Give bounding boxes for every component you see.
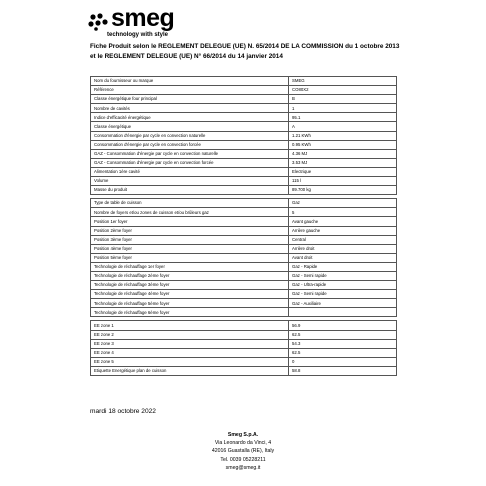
table-row <box>91 299 397 308</box>
spec-value: Gaz <box>289 199 397 208</box>
spec-label: Consommation d'énergie par cycle en convection forcée <box>91 140 289 149</box>
spec-label: Position 4ème foyer <box>91 244 289 253</box>
spec-value: 95.1 <box>289 113 397 122</box>
table-row <box>91 357 397 366</box>
spec-value: 1.21 KWh <box>289 131 397 140</box>
table-row <box>91 77 397 86</box>
spec-value: Gaz - Semi rapide <box>289 271 397 280</box>
table-row <box>91 149 397 158</box>
footer-email: smeg@smeg.it <box>225 464 261 471</box>
table-row <box>91 140 397 149</box>
spec-value: Avant droit <box>289 253 397 262</box>
spec-label: Position 2ème foyer <box>91 226 289 235</box>
spec-value: Arrière gauche <box>289 226 397 235</box>
spec-label: Technologie de réchauffage 1er foyer <box>91 262 289 271</box>
spec-label: EE zone 4 <box>91 348 289 357</box>
spec-label: Technologie de réchauffage 4ème foyer <box>91 290 289 299</box>
table-row <box>91 235 397 244</box>
spec-value: Avant gauche <box>289 217 397 226</box>
spec-value: 0 <box>289 357 397 366</box>
spec-value: 3.53 MJ <box>289 158 397 167</box>
table-row <box>91 217 397 226</box>
table-row <box>91 253 397 262</box>
spec-value: 62.5 <box>289 330 397 339</box>
table-row <box>91 122 397 131</box>
table-row <box>91 366 397 375</box>
table-row <box>91 208 397 217</box>
table-row <box>91 158 397 167</box>
table-row <box>91 262 397 271</box>
table-row <box>91 308 397 317</box>
table-row <box>91 95 397 104</box>
spec-label: Technologie de réchauffage 3ème foyer <box>91 281 289 290</box>
logo-dots-icon <box>88 13 110 31</box>
brand-tagline: technology with style <box>107 32 169 38</box>
table-row <box>91 226 397 235</box>
footer-phone: Tel. 0039 05228211 <box>220 456 266 463</box>
smeg-logo <box>88 4 208 40</box>
spec-label: Nombre de foyers et/ou zones de cuisson et/ou brûleurs gaz <box>91 208 289 217</box>
table-row <box>91 290 397 299</box>
spec-label: Consommation d'énergie par cycle en convection naturelle <box>91 131 289 140</box>
table-row <box>91 244 397 253</box>
table-row <box>91 186 397 195</box>
spec-value: B <box>289 95 397 104</box>
document-date: mardi 18 octobre 2022 <box>90 408 156 415</box>
spec-value: Gaz - Auxiliaire <box>289 299 397 308</box>
brand-name: smeg <box>111 4 175 32</box>
table-row <box>91 348 397 357</box>
spec-label: Type de table de cuisson <box>91 199 289 208</box>
spec-value: Arrière droit <box>289 244 397 253</box>
spec-label: EE zone 5 <box>91 357 289 366</box>
spec-value: 0.95 KWh <box>289 140 397 149</box>
spec-label: Masse du produit <box>91 186 289 195</box>
spec-value: 58.8 <box>289 366 397 375</box>
title-line-2: et le REGLEMENT DELEGUE (UE) N° 66/2014 du 14 janvier 2014 <box>90 53 283 60</box>
table-row <box>91 321 397 330</box>
spec-label: Indice d'efficacité énergétique <box>91 113 289 122</box>
table-row <box>91 271 397 280</box>
table-row <box>91 281 397 290</box>
spec-label: EE zone 1 <box>91 321 289 330</box>
title-line-1: Fiche Produit selon le REGLEMENT DELEGUE (UE) N. 65/2014 DE LA COMMISSION du 1 octobre 2013 <box>90 43 400 50</box>
spec-value: A <box>289 122 397 131</box>
spec-label: Technologie de réchauffage 5ème foyer <box>91 299 289 308</box>
spec-value: SMEG <box>289 77 397 86</box>
spec-value: Gaz - Ultra-rapide <box>289 281 397 290</box>
spec-label: Classe énergétique <box>91 122 289 131</box>
spec-value: 115 l <box>289 177 397 186</box>
spec-value: 1 <box>289 104 397 113</box>
spec-label: GAZ - Consommation d'énergie par cycle en convection forcée <box>91 158 289 167</box>
table-row <box>91 339 397 348</box>
spec-label: Position 3ème foyer <box>91 235 289 244</box>
table-row <box>91 86 397 95</box>
table-row <box>91 131 397 140</box>
company-footer <box>0 431 486 472</box>
spec-value: 62.5 <box>289 348 397 357</box>
spec-label: EE zone 2 <box>91 330 289 339</box>
spec-label: Référence <box>91 86 289 95</box>
spec-label: Nom du fournisseur ou marque <box>91 77 289 86</box>
spec-label: Volume <box>91 177 289 186</box>
spec-value <box>289 308 397 317</box>
spec-value: 54.3 <box>289 339 397 348</box>
table-row <box>91 167 397 176</box>
table-row <box>91 199 397 208</box>
spec-label: Classe énergétique four principal <box>91 95 289 104</box>
document-title <box>90 42 410 62</box>
table-row <box>91 104 397 113</box>
table-row <box>91 177 397 186</box>
spec-label: Position 1er foyer <box>91 217 289 226</box>
spec-label: Etiquette Energétique plan de cuisson <box>91 366 289 375</box>
spec-value: Electrique <box>289 167 397 176</box>
spec-value: CO80X2 <box>289 86 397 95</box>
product-spec-table <box>90 76 397 376</box>
spec-label: Nombre de cavités <box>91 104 289 113</box>
spec-value: 4.36 MJ <box>289 149 397 158</box>
footer-city: 42016 Guastalla (RE), Italy <box>211 448 275 455</box>
spec-value: Gaz - Semi rapide <box>289 290 397 299</box>
table-row <box>91 330 397 339</box>
footer-company: Smeg S.p.A. <box>227 432 259 438</box>
spec-value: 56.9 <box>289 321 397 330</box>
spec-value: Central <box>289 235 397 244</box>
spec-label: GAZ - Consommation d'énergie par cycle en convection naturelle <box>91 149 289 158</box>
spec-value: 89.700 kg <box>289 186 397 195</box>
spec-label: Position 5ème foyer <box>91 253 289 262</box>
spec-value: 5 <box>289 208 397 217</box>
footer-address: Via Leonardo da Vinci, 4 <box>214 440 272 447</box>
spec-value: Gaz - Rapide <box>289 262 397 271</box>
spec-label: Technologie de réchauffage 2ème foyer <box>91 271 289 280</box>
table-row <box>91 113 397 122</box>
spec-label: EE zone 3 <box>91 339 289 348</box>
spec-label: Technologie de réchauffage 6ème foyer <box>91 308 289 317</box>
spec-label: Alimentation 1ère cavité <box>91 167 289 176</box>
